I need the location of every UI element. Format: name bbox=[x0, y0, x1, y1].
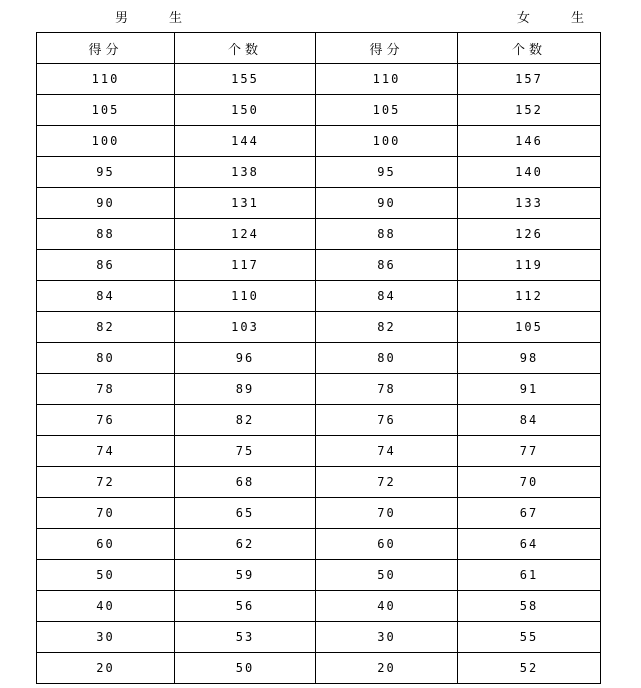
female-count-cell: 67 bbox=[458, 498, 601, 529]
male-count-cell: 50 bbox=[175, 653, 316, 684]
table-row bbox=[37, 498, 601, 529]
male-score-cell: 74 bbox=[37, 436, 175, 467]
male-score-cell: 72 bbox=[37, 467, 175, 498]
table-row bbox=[37, 64, 601, 95]
female-count-cell: 146 bbox=[458, 126, 601, 157]
female-score-header: 得分 bbox=[316, 33, 458, 64]
female-count-cell: 91 bbox=[458, 374, 601, 405]
table-row bbox=[37, 188, 601, 219]
female-score-cell: 50 bbox=[316, 560, 458, 591]
male-count-cell: 117 bbox=[175, 250, 316, 281]
female-count-cell: 58 bbox=[458, 591, 601, 622]
female-group-label: 女 生 bbox=[517, 11, 599, 26]
male-count-cell: 131 bbox=[175, 188, 316, 219]
table-row bbox=[37, 157, 601, 188]
female-count-cell: 61 bbox=[458, 560, 601, 591]
male-score-header: 得分 bbox=[37, 33, 175, 64]
female-score-cell: 86 bbox=[316, 250, 458, 281]
table-row bbox=[37, 374, 601, 405]
male-count-cell: 144 bbox=[175, 126, 316, 157]
score-table bbox=[36, 32, 601, 684]
female-score-cell: 88 bbox=[316, 219, 458, 250]
male-score-cell: 88 bbox=[37, 219, 175, 250]
table-row bbox=[37, 591, 601, 622]
male-score-cell: 30 bbox=[37, 622, 175, 653]
table-row bbox=[37, 653, 601, 684]
female-score-cell: 70 bbox=[316, 498, 458, 529]
male-count-cell: 75 bbox=[175, 436, 316, 467]
male-score-cell: 80 bbox=[37, 343, 175, 374]
female-score-cell: 40 bbox=[316, 591, 458, 622]
male-score-cell: 40 bbox=[37, 591, 175, 622]
female-score-cell: 100 bbox=[316, 126, 458, 157]
table-row bbox=[37, 250, 601, 281]
male-count-cell: 59 bbox=[175, 560, 316, 591]
female-score-cell: 30 bbox=[316, 622, 458, 653]
table-row bbox=[37, 560, 601, 591]
male-count-header: 个数 bbox=[175, 33, 316, 64]
female-score-cell: 90 bbox=[316, 188, 458, 219]
female-count-cell: 77 bbox=[458, 436, 601, 467]
male-count-cell: 68 bbox=[175, 467, 316, 498]
table-row bbox=[37, 312, 601, 343]
male-score-cell: 84 bbox=[37, 281, 175, 312]
female-count-cell: 64 bbox=[458, 529, 601, 560]
table-body bbox=[37, 64, 601, 684]
male-count-cell: 155 bbox=[175, 64, 316, 95]
male-count-cell: 82 bbox=[175, 405, 316, 436]
male-score-cell: 78 bbox=[37, 374, 175, 405]
male-score-cell: 60 bbox=[37, 529, 175, 560]
male-count-cell: 110 bbox=[175, 281, 316, 312]
male-count-cell: 89 bbox=[175, 374, 316, 405]
female-score-cell: 105 bbox=[316, 95, 458, 126]
female-count-cell: 140 bbox=[458, 157, 601, 188]
male-group-label: 男 生 bbox=[115, 11, 197, 26]
female-count-cell: 126 bbox=[458, 219, 601, 250]
male-score-cell: 50 bbox=[37, 560, 175, 591]
female-score-cell: 110 bbox=[316, 64, 458, 95]
female-count-cell: 157 bbox=[458, 64, 601, 95]
male-score-cell: 86 bbox=[37, 250, 175, 281]
female-count-header: 个数 bbox=[458, 33, 601, 64]
female-count-cell: 119 bbox=[458, 250, 601, 281]
male-count-cell: 103 bbox=[175, 312, 316, 343]
male-score-cell: 100 bbox=[37, 126, 175, 157]
table-row bbox=[37, 529, 601, 560]
male-score-cell: 105 bbox=[37, 95, 175, 126]
male-score-cell: 20 bbox=[37, 653, 175, 684]
table-row bbox=[37, 281, 601, 312]
table-row bbox=[37, 467, 601, 498]
male-score-cell: 110 bbox=[37, 64, 175, 95]
table-row bbox=[37, 622, 601, 653]
male-score-cell: 90 bbox=[37, 188, 175, 219]
male-count-cell: 62 bbox=[175, 529, 316, 560]
female-score-cell: 80 bbox=[316, 343, 458, 374]
female-score-cell: 78 bbox=[316, 374, 458, 405]
male-score-cell: 95 bbox=[37, 157, 175, 188]
male-count-cell: 138 bbox=[175, 157, 316, 188]
male-count-cell: 53 bbox=[175, 622, 316, 653]
male-count-cell: 65 bbox=[175, 498, 316, 529]
female-count-cell: 105 bbox=[458, 312, 601, 343]
female-count-cell: 133 bbox=[458, 188, 601, 219]
male-count-cell: 124 bbox=[175, 219, 316, 250]
female-count-cell: 152 bbox=[458, 95, 601, 126]
female-score-cell: 74 bbox=[316, 436, 458, 467]
female-count-cell: 52 bbox=[458, 653, 601, 684]
table-row bbox=[37, 219, 601, 250]
male-score-cell: 76 bbox=[37, 405, 175, 436]
female-count-cell: 55 bbox=[458, 622, 601, 653]
female-score-cell: 72 bbox=[316, 467, 458, 498]
male-count-cell: 96 bbox=[175, 343, 316, 374]
table-row bbox=[37, 126, 601, 157]
male-score-cell: 82 bbox=[37, 312, 175, 343]
female-count-cell: 84 bbox=[458, 405, 601, 436]
male-count-cell: 56 bbox=[175, 591, 316, 622]
table-header-row bbox=[37, 33, 601, 64]
female-score-cell: 82 bbox=[316, 312, 458, 343]
female-score-cell: 60 bbox=[316, 529, 458, 560]
table-row bbox=[37, 436, 601, 467]
female-score-cell: 95 bbox=[316, 157, 458, 188]
table-row bbox=[37, 405, 601, 436]
female-count-cell: 98 bbox=[458, 343, 601, 374]
female-score-cell: 20 bbox=[316, 653, 458, 684]
male-count-cell: 150 bbox=[175, 95, 316, 126]
table-row bbox=[37, 95, 601, 126]
table-row bbox=[37, 343, 601, 374]
female-count-cell: 112 bbox=[458, 281, 601, 312]
female-score-cell: 84 bbox=[316, 281, 458, 312]
male-score-cell: 70 bbox=[37, 498, 175, 529]
female-count-cell: 70 bbox=[458, 467, 601, 498]
female-score-cell: 76 bbox=[316, 405, 458, 436]
